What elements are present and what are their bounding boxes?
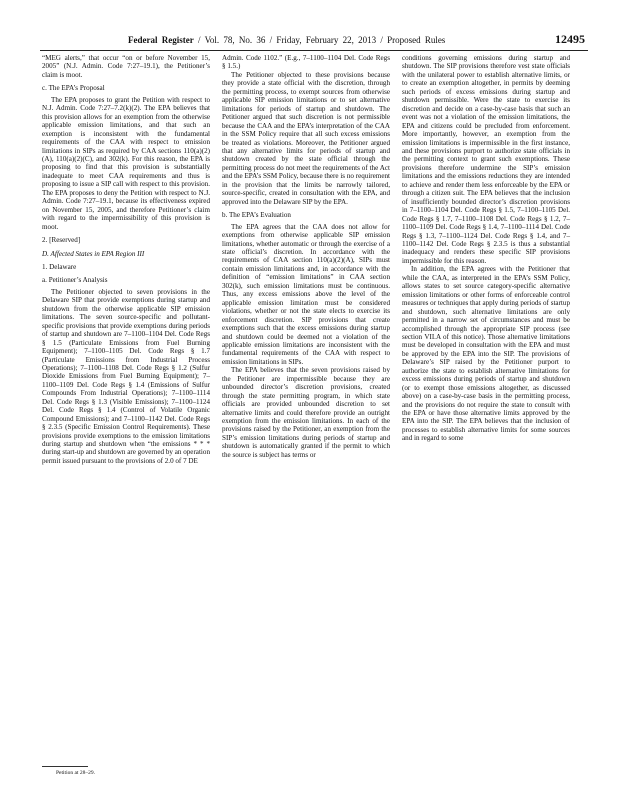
page-number: 12495 (555, 32, 585, 46)
volume-info: / Vol. 78, No. 36 / Friday, February 22, 2013 / Proposed Rules (197, 35, 446, 45)
footnote: Petition at 28–29. (56, 770, 95, 776)
running-head (128, 35, 445, 45)
footnote-rule (42, 766, 88, 767)
section-heading: 2. [Reserved] (42, 236, 81, 245)
section-heading: b. The EPA’s Evaluation (222, 211, 291, 220)
section-heading-text: D. Affected States in EPA Region III (42, 249, 145, 258)
paragraph: In addition, the EPA agrees with the Petitioner that while the CAA, as interpreted in the EPA’s SSM Policy, allows states to set source category-specific alternative emission limitations or other forms of enforceable control measures or techniques that apply during periods of startup and shutdown, such alternative limitations are only permitted in a narrow set of circumstances and must be accomplished through the appropriate SIP process (see section VII.A of this notice). Those alternative limitations must be developed in consultation with the EPA and must be approved by the EPA into the SIP. The provisions of Delaware’s SIP raised by the Petitioner purport to authorize the state to establish alternative limitations for excess emissions during periods of startup and shutdown (or to exempt those emissions altogether, as discussed above) on a case-by-case basis in the permitting process, and the provisions do not require the state to consult with the EPA or have those alternative limits approved by the EPA into the SIP. The EPA believes that the inclusion of processes to establish alternative limits for some sources and in regard to some (402, 265, 570, 443)
journal-name: Federal Register (128, 35, 194, 45)
paragraph: The EPA believes that the seven provisions raised by the Petitioner are impermissible because they are unbounded director’s discretion provisions, created through the state permitting program, in which state officials are provided unbounded discretion to set alternative limits and could therefore provide an outright exemption from the emission limitations. In each of the provisions raised by the Petitioner, an exemption from the SIP’s emission limitations during periods of startup and shutdown is automatically granted if the permit to which the source is subject has terms or (222, 366, 390, 459)
column-2 (222, 54, 390, 459)
paragraph: “MEG alerts,” that occur “on or before November 15, 2005” (N.J. Admin. Code 7:27–19.1), the Petitioner’s claim is moot. (42, 54, 210, 79)
paragraph: The Petitioner objected to these provisions because they provide a state official with the discretion, through the permitting process, to exempt sources from otherwise applicable SIP emission limitations or to set alternative limitations for periods of startup and shutdown. The Petitioner argued that such discretion is not permissible because the CAA and the EPA’s interpretation of the CAA in the SSM Policy require that all such excess emissions be treated as violations. Moreover, the Petitioner argued that any alternative limits for periods of startup and shutdown created by the state official through the permitting process do not meet the requirements of the Act and the EPA’s SSM Policy, because there is no requirement in the provision that the limits be narrowly tailored, source-specific, created in consultation with the EPA, and approved into the Delaware SIP by the EPA. (222, 70, 390, 206)
paragraph: Admin. Code 1102.” (E.g., 7–1100–1104 Del. Code Regs § 1.5.) (222, 54, 390, 71)
page-header (40, 32, 585, 48)
section-heading: c. The EPA’s Proposal (42, 84, 105, 93)
section-heading: 1. Delaware (42, 262, 77, 271)
column-1 (42, 54, 210, 465)
column-3 (402, 54, 570, 443)
paragraph: The Petitioner objected to seven provisions in the Delaware SIP that provide exemptions during startup and shutdown from the otherwise applicable SIP emission limitations. The seven source-specific and pollutant-specific provisions that provide exemptions during periods of startup and shutdown are 7–1100–1104 Del. Code Regs § 1.5 (Particulate Emissions from Fuel Burning Equipment); 7–1100–1105 Del. Code Regs § 1.7 (Particulate Emissions from Industrial Process Operations); 7–1100–1108 Del. Code Regs § 1.2 (Sulfur Dioxide Emissions from Fuel Burning Equipment); 7–1100–1109 Del. Code Regs § 1.4 (Emissions of Sulfur Compounds From Industrial Operations); 7–1100–1114 Del. Code Regs § 1.3 (Visible Emissions); 7–1100–1124 Del. Code Regs § 1.4 (Control of Volatile Organic Compound Emissions); and 7–1100–1142 Del. Code Regs § 2.3.5 (Specific Emission Control Requirements). These provisions provide exemptions to the emission limitations during startup and shutdown when “the emissions * * * during start-up and shutdown are governed by an operation permit issued pursuant to the provisions of 2.0 of 7 DE (42, 287, 210, 465)
section-heading: a. Petitioner’s Analysis (42, 276, 108, 285)
header-rule (40, 50, 588, 51)
section-heading (42, 250, 210, 258)
paragraph: The EPA agrees that the CAA does not allow for exemptions from otherwise applicable SIP emission limitations, whether automatic or through the exercise of a state official’s discretion. In accordance with the requirements of CAA section 110(a)(2)(A), SIPs must contain emission limitations and, in accordance with the definition of “emission limitations” in CAA section 302(k), such emission limitations must be continuous. Thus, any excess emissions above the level of the applicable emission limitation must be considered violations, whether or not the state elects to exercise its enforcement discretion. SIP provisions that create exemptions such that the excess emissions during startup and shutdown could be deemed not a violation of the applicable emission limitations are inconsistent with the fundamental requirements of the CAA with respect to emission limitations in SIPs. (222, 222, 390, 366)
paragraph: The EPA proposes to grant the Petition with respect to N.J. Admin. Code 7:27–7.2(k)(2). The EPA believes that this provision allows for an exemption from the otherwise applicable emission limitations, and that such an exemption is inconsistent with the fundamental requirements of the CAA with respect to emission limitations in SIPs as required by CAA sections 110(a)(2)(A), 110(a)(2)(C), and 302(k). For this reason, the EPA is proposing to find that this provision is substantially inadequate to meet CAA requirements and thus is proposing to issue a SIP call with respect to this provision. The EPA proposes to deny the Petition with respect to N.J. Admin. Code 7:27–19.1, because its effectiveness expired on November 15, 2005, and therefore Petitioner’s claim with regard to the impermissibility of this provision is moot. (42, 95, 210, 231)
paragraph: conditions governing emissions during startup and shutdown. The SIP provisions therefore vest state officials with the unilateral power to establish alternative limits, or to create an exemption altogether, in permits by deeming such periods of excess emissions during startup and shutdown permissible. Were the state to exercise its discretion and decide on a case-by-case basis that such an event was not a violation of the emission limitations, the EPA and citizens could be precluded from enforcement. More importantly, however, an exemption from the emission limitations is impermissible in the first instance, and these provisions purport to authorize state officials in the permitting context to grant such exemptions. These provisions therefore undermine the SIP’s emission limitations and the emissions reductions they are intended to achieve and render them less enforceable by the EPA or through a citizen suit. The EPA believes that the inclusion of insufficiently bounded director’s discretion provisions in 7–1100–1104 Del. Code Regs § 1.5, 7–1100–1105 Del. Code Regs § 1.7, 7–1100–1108 Del. Code Regs § 1.2, 7–1100–1109 Del. Code Regs § 1.4, 7–1100–1114 Del. Code Regs § 1.3, 7–1100–1124 Del. Code Regs § 1.4, and 7–1100–1142 Del. Code Regs § 2.3.5 is thus a substantial inadequacy and renders these specific SIP provisions impermissible for this reason. (402, 54, 570, 265)
